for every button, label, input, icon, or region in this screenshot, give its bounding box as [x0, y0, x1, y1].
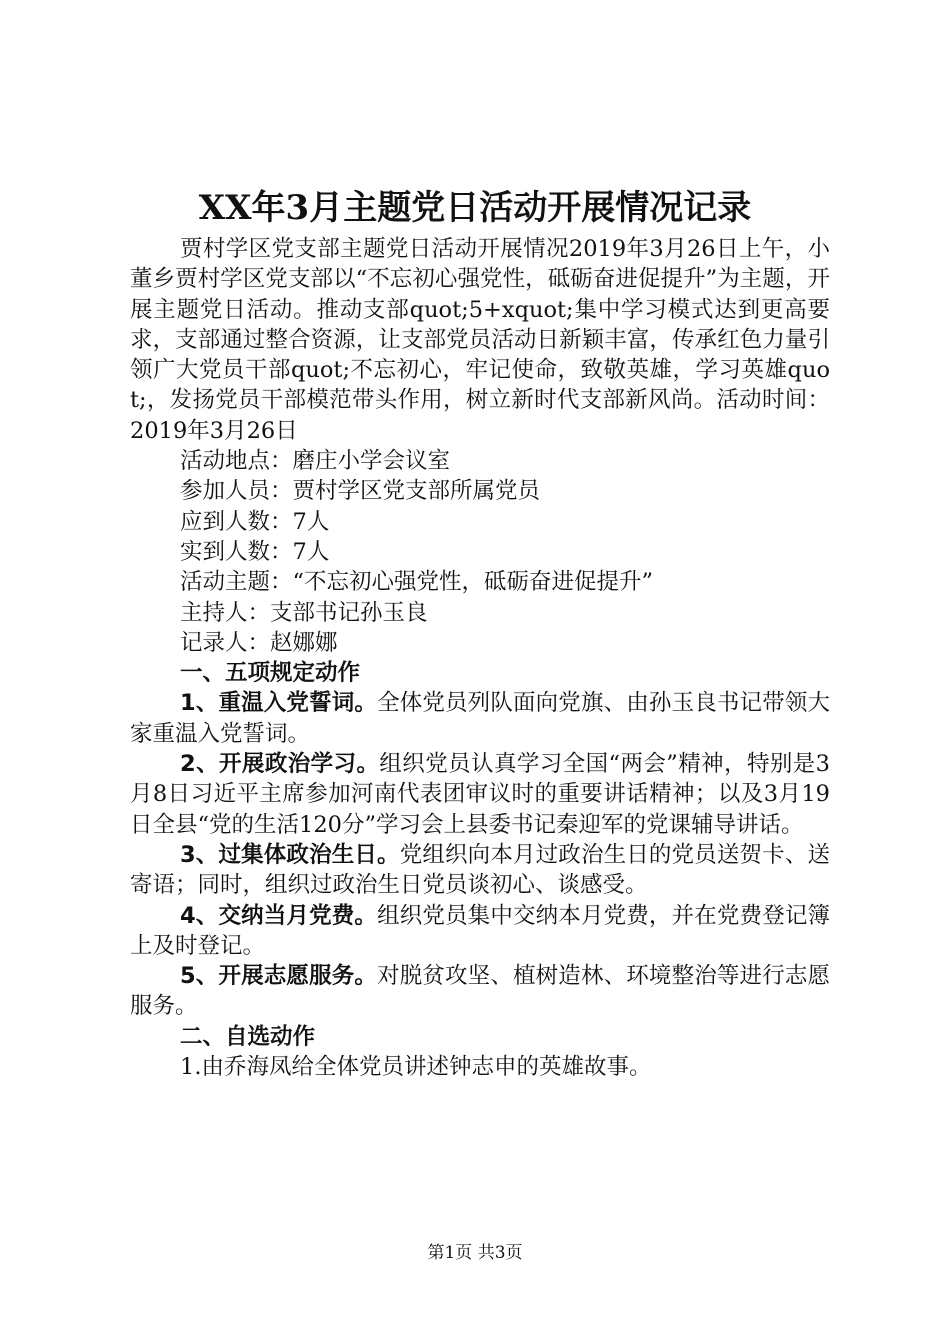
- section1-item-5: [130, 961, 830, 1022]
- info-actual-count: 实到人数：7人: [180, 538, 330, 565]
- section1-item-2: [130, 749, 830, 840]
- section-heading-1: 一、五项规定动作: [180, 660, 361, 687]
- document-title: XX年3月主题党日活动开展情况记录: [198, 188, 752, 228]
- section2-item-1: 1.由乔海凤给全体党员讲述钟志申的英雄故事。: [180, 1054, 652, 1081]
- info-location: 活动地点：磨庄小学会议室: [180, 448, 451, 475]
- info-recorder: 记录人：赵娜娜: [180, 629, 338, 656]
- item-lead: 5、开展志愿服务。: [180, 963, 378, 990]
- section1-item-4: [130, 901, 830, 962]
- item-text: 组织党员集中交纳本月党费，并在党费登记簿上及时登记。: [130, 902, 831, 959]
- item-text: 全体党员列队面向党旗、由孙玉良书记带领大家重温入党誓词。: [130, 690, 831, 747]
- item-lead: 3、过集体政治生日。: [180, 841, 400, 868]
- item-text: 党组织向本月过政治生日的党员送贺卡、送寄语；同时，组织过政治生日党员谈初心、谈感受。: [130, 841, 830, 899]
- info-host: 主持人：支部书记孙玉良: [180, 599, 428, 626]
- info-expected-count: 应到人数：7人: [180, 508, 330, 535]
- section1-item-3: [130, 840, 830, 901]
- section1-item-1: [130, 688, 830, 749]
- item-lead: 2、开展政治学习。: [180, 751, 380, 778]
- item-lead: 4、交纳当月党费。: [180, 902, 378, 929]
- page-footer: 第1页 共3页: [427, 1243, 523, 1263]
- document-body: [130, 234, 830, 1082]
- intro-paragraph: 贾村学区党支部主题党日活动开展情况2019年3月26日上午，小董乡贾村学区党支部以“不忘初心强党性，砥砺奋进促提升”为主题，开展主题党日活动。推动支部quot;5+xquot;集中学习模式达到更高要求，支部通过整合资源，让支部党员活动日新颖丰富，传承红色力量引领广大党员干部quot;不忘初心，牢记使命，致敬英雄，学习英雄quot;，发扬党员干部模范带头作用，树立新时代支部新风尚。活动时间：2019年3月26日: [130, 236, 830, 444]
- info-participants: 参加人员：贾村学区党支部所属党员: [180, 478, 541, 505]
- info-theme: 活动主题：“不忘初心强党性，砥砺奋进促提升”: [180, 569, 654, 596]
- item-text: 对脱贫攻坚、植树造林、环境整治等进行志愿服务。: [130, 963, 831, 1020]
- section-heading-2: 二、自选动作: [180, 1023, 316, 1050]
- item-lead: 1、重温入党誓词。: [180, 690, 378, 717]
- item-text: 组织党员认真学习全国“两会”精神，特别是3月8日习近平主席参加河南代表团审议时的重要讲话精神；以及3月19日全县“党的生活120分”学习会上县委书记秦迎军的党课辅导讲话。: [130, 751, 830, 838]
